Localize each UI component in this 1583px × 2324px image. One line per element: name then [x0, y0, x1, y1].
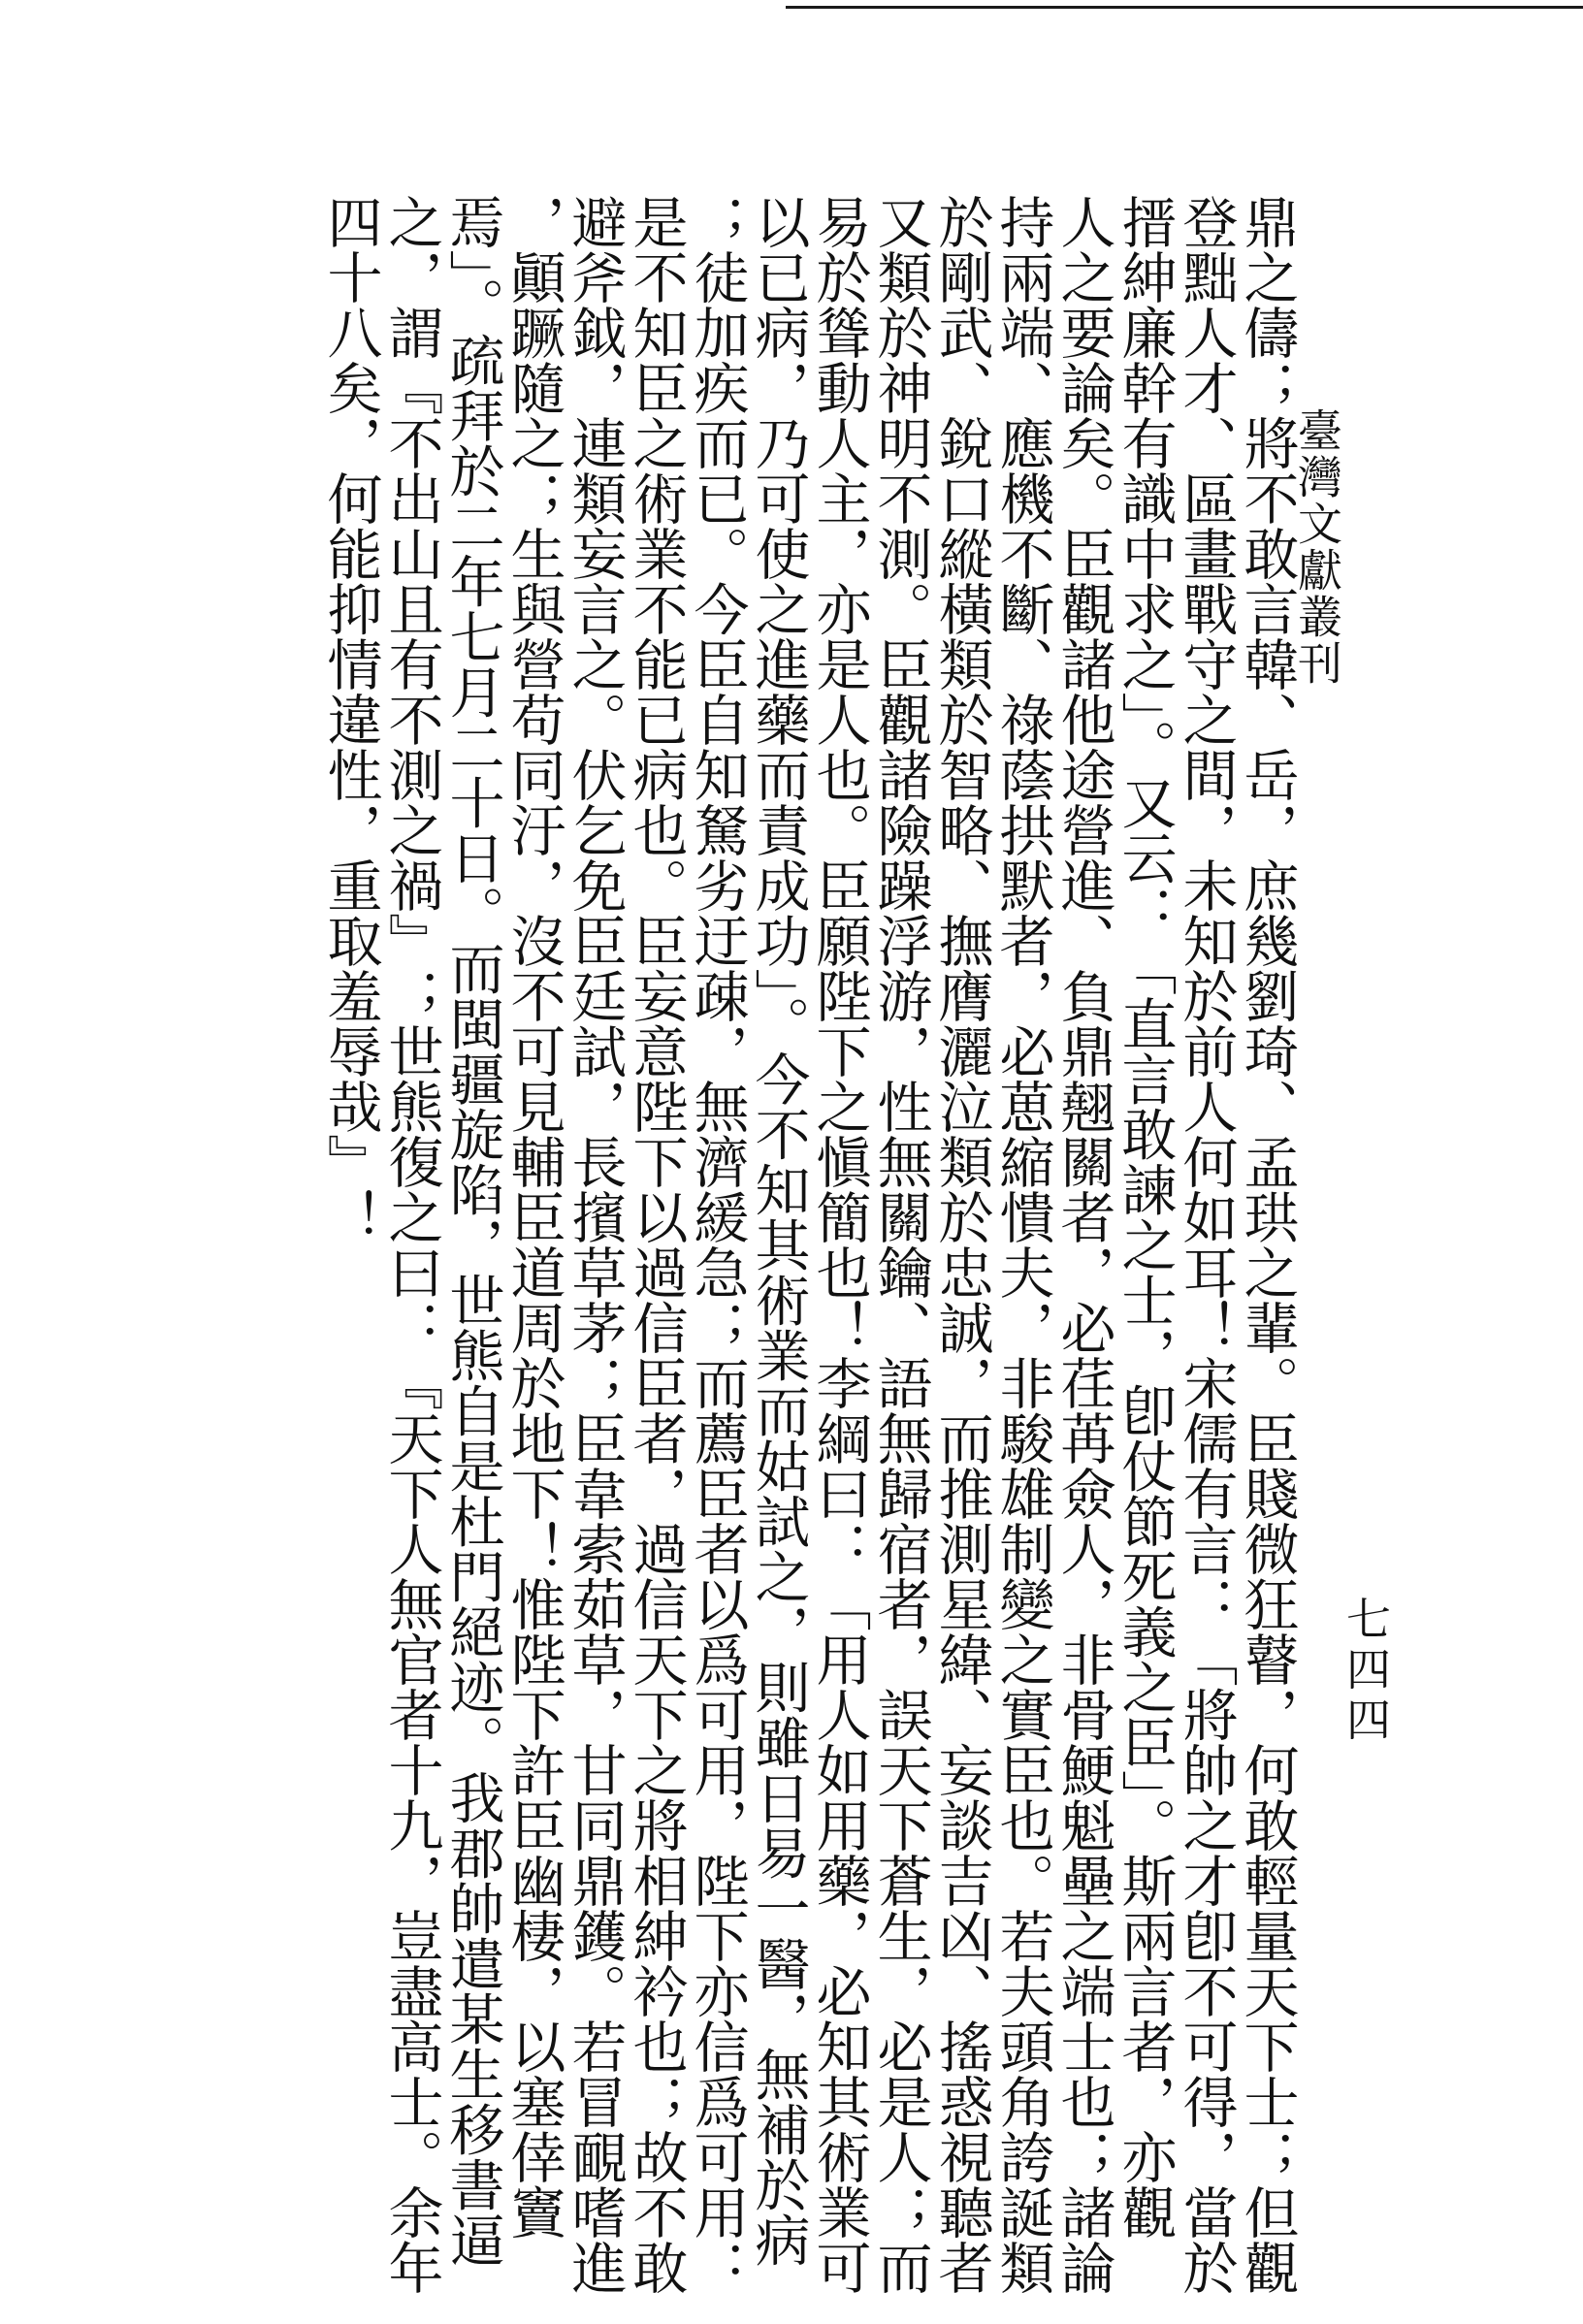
text-column: 焉」。疏拜於二年七月二十日。而閩疆旋陷，世熊自是杜門絕迹。我郡帥遣某生移書逼: [440, 194, 504, 2268]
text-column: ；徒加疾而已。今臣自知駑劣迂疎，無濟緩急；而薦臣者以爲可用，陛下亦信爲可用：: [685, 194, 749, 2295]
text-column: 是不知臣之術業不能已病也。臣妄意陛下以過信臣者，過信天下之將相紳衿也；故不敢: [624, 194, 688, 2295]
top-rule: [786, 6, 1583, 9]
text-column: 人之要論矣。臣觀諸他途營進、負鼎翹關者，必荏苒僉人，非骨鯁魁壘之端士也；諸論: [1051, 194, 1115, 2295]
text-column: 四十八矣，何能抑情違性，重取羞辱哉』！: [318, 194, 382, 1244]
text-column: 又類於神明不測。臣觀諸險躁浮游，性無關鑰、語無歸宿者，誤天下蒼生，必是人；而: [868, 194, 932, 2295]
text-column: 鼎之儔；將不敢言韓、岳，庶幾劉琦、孟珙之輩。臣賤微狂瞽，何敢輕量天下士；但觀: [1235, 194, 1299, 2295]
text-column: 易於聳動人主，亦是人也。臣願陛下之愼簡也！李綱曰：「用人如用藥，必知其術業可: [807, 194, 871, 2295]
body-text: [318, 194, 1299, 2295]
text-column: 以已病，乃可使之進藥而責成功」。今不知其術業而姑試之，則雖日易一醫，無補於病: [746, 194, 810, 2268]
text-column: 避斧鉞，連類妄言之。伏乞免臣廷試，長擯草茅；臣韋索茹草，甘同鼎鑊。若冒靦嗜進: [563, 194, 627, 2295]
text-column: 登黜人才、區畫戰守之間，未知於前人何如耳！宋儒有言：「將帥之才卽不可得，當於: [1174, 194, 1238, 2295]
text-column: ，顚蹶隨之；生與營苟同汙，沒不可見輔臣道周於地下！惟陛下許臣幽棲，以塞倖竇: [501, 194, 565, 2240]
text-column: 於剛武、銳口縱橫類於智略、撫膺灑泣類於忠誠，而推測星緯、妄談吉凶、搖惑視聽者: [929, 194, 993, 2295]
text-column: 持兩端、應機不斷、祿蔭拱默者，必葸縮憒夫，非駿雄制變之實臣也。若夫頭角誇誕類: [990, 194, 1054, 2295]
page-number: 七四四: [1340, 1596, 1392, 1747]
text-column: 搢紳廉幹有識中求之」。又云：「直言敢諫之士，卽仗節死義之臣」。斯兩言者，亦觀: [1113, 194, 1177, 2240]
text-column: 之，謂『不出山且有不測之禍』；世熊復之曰：『天下人無官者十九，豈盡高士。余年: [379, 194, 443, 2295]
running-head: 臺灣文獻叢刊: [1291, 407, 1343, 687]
